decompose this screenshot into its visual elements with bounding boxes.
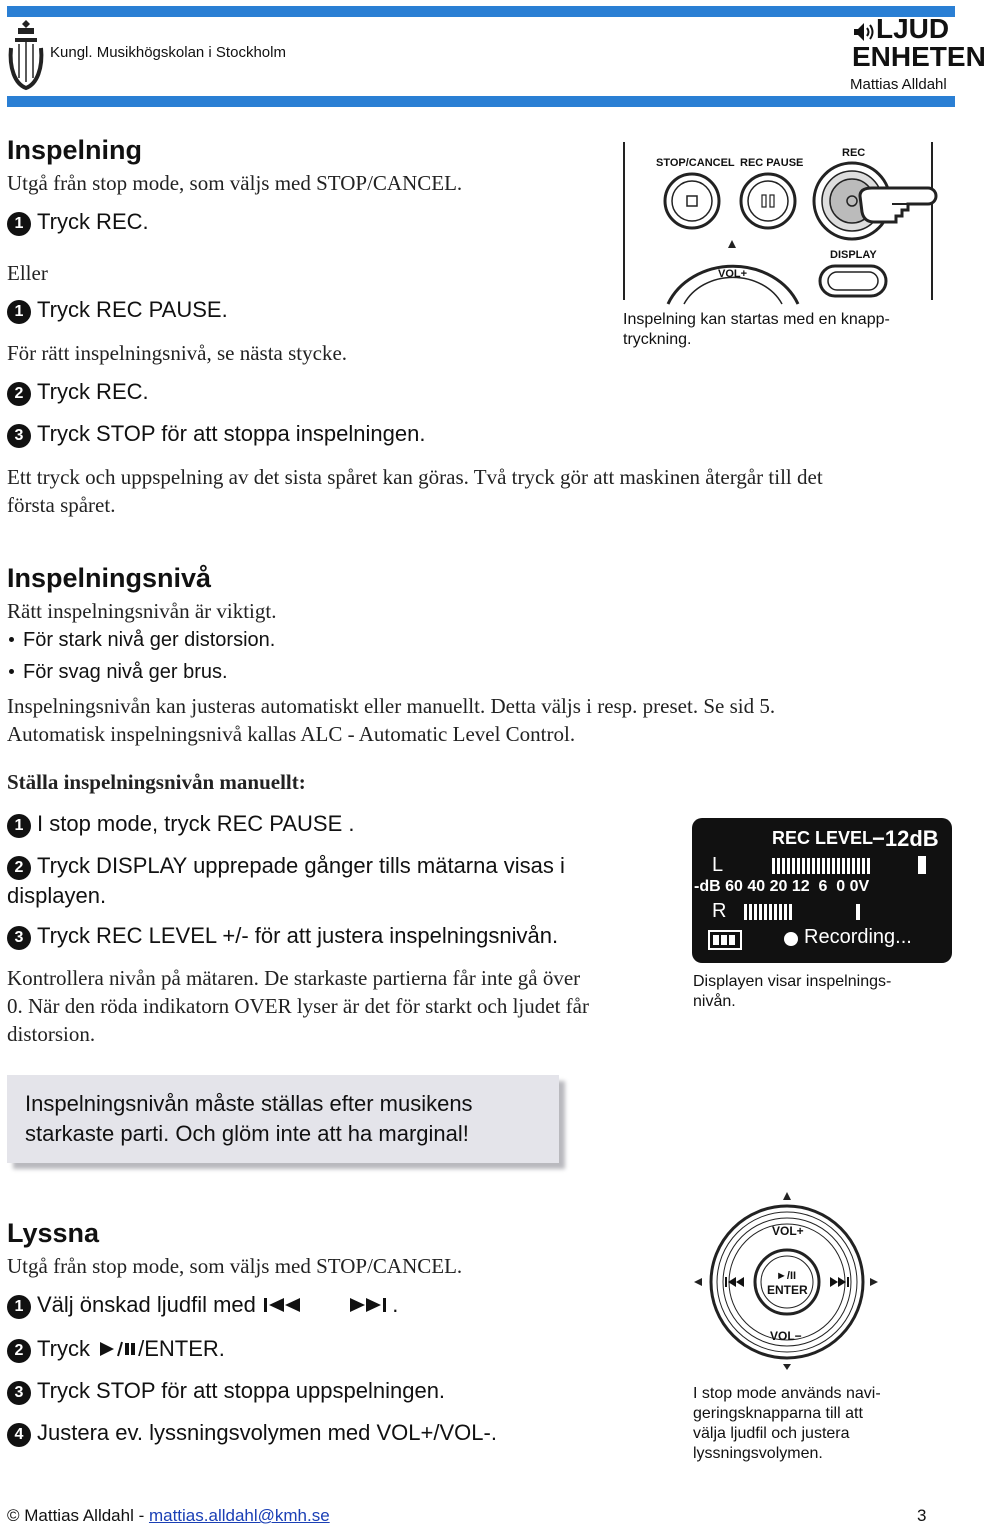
up-arrow-icon bbox=[728, 240, 736, 248]
rec-pause-label: REC PAUSE bbox=[740, 157, 804, 169]
level-step-2-cont: displayen. bbox=[7, 883, 107, 908]
battery-icon bbox=[708, 930, 742, 950]
page-number: 3 bbox=[917, 1506, 927, 1525]
listen-step-2 bbox=[7, 1334, 225, 1364]
step-text: Tryck STOP för att stoppa inspelningen. bbox=[37, 421, 426, 446]
level-intro: Rätt inspelningsnivån är viktigt. bbox=[7, 599, 277, 623]
step-text: I stop mode, tryck REC PAUSE . bbox=[37, 811, 355, 836]
step-number: 3 bbox=[7, 1381, 31, 1405]
recording-step-b3 bbox=[7, 419, 425, 449]
recording-or: Eller bbox=[7, 261, 48, 285]
step-text: Tryck REC LEVEL +/- för att justera inspelningsnivån. bbox=[37, 923, 559, 948]
step-number: 3 bbox=[7, 926, 31, 950]
level-step-3 bbox=[7, 921, 558, 951]
lyre-logo-icon bbox=[5, 18, 47, 94]
section-title-recording: Inspelning bbox=[7, 135, 142, 165]
step-text: Tryck REC. bbox=[37, 379, 149, 404]
footer-email-link[interactable]: mattias.alldahl@kmh.se bbox=[148, 1506, 330, 1525]
step-text-end: . bbox=[392, 1292, 399, 1317]
level-step-1 bbox=[7, 809, 354, 839]
rec-label: REC bbox=[842, 147, 866, 159]
recording-step-b2 bbox=[7, 377, 149, 407]
stop-cancel-label: STOP/CANCEL bbox=[656, 157, 735, 169]
author-name: Mattias Alldahl bbox=[850, 76, 947, 93]
level-step-2 bbox=[7, 851, 565, 881]
vol-plus-label: VOL+ bbox=[718, 268, 748, 280]
listen-caption-line2: geringsknapparna till att bbox=[693, 1405, 863, 1422]
wheel-enter-label: ENTER bbox=[767, 1283, 808, 1297]
rec-level-text: REC LEVEL bbox=[772, 828, 874, 848]
wheel-vol-minus: VOL− bbox=[770, 1329, 802, 1343]
left-arrow-icon bbox=[694, 1278, 702, 1286]
tip-callout-box bbox=[7, 1075, 559, 1163]
play-pause-icon bbox=[96, 1340, 138, 1358]
step-number: 4 bbox=[7, 1423, 31, 1447]
stop-button-drawing bbox=[665, 174, 719, 228]
recording-caption-line1: Inspelning kan startas med en knapp- bbox=[623, 311, 890, 328]
step-text: Välj önskad ljudfil med bbox=[37, 1292, 256, 1317]
step-text: Tryck REC. bbox=[37, 209, 149, 234]
bullet-text: För stark nivå ger distorsion. bbox=[23, 629, 276, 651]
meter-scale: -dB 60 40 20 12 6 0 0V bbox=[694, 878, 870, 895]
rec-pause-button-drawing bbox=[741, 174, 795, 228]
manual-level-title: Ställa inspelningsnivån manuellt: bbox=[7, 770, 306, 794]
level-meter-display bbox=[692, 818, 952, 963]
logo-line2: ENHETEN bbox=[852, 41, 986, 72]
recorder-panel-illustration bbox=[622, 140, 936, 304]
logo-line1: LJUD bbox=[876, 13, 950, 44]
recording-status: Recording... bbox=[804, 926, 912, 948]
step-text: Tryck REC PAUSE. bbox=[37, 297, 228, 322]
listen-caption-line4: lyssningsvolymen. bbox=[693, 1445, 823, 1462]
level-check-line2: 0. När den röda indikatorn OVER lyser är det för starkt och ljudet får bbox=[7, 994, 589, 1018]
wheel-vol-plus: VOL+ bbox=[772, 1224, 804, 1238]
right-meter-bar bbox=[744, 904, 794, 920]
listen-step-3 bbox=[7, 1376, 445, 1406]
recording-step-b1 bbox=[7, 295, 228, 325]
skip-forward-icon bbox=[348, 1296, 392, 1314]
level-check-line3: distorsion. bbox=[7, 1022, 96, 1046]
left-peak-marker bbox=[918, 856, 926, 874]
school-name: Kungl. Musikhögskolan i Stockholm bbox=[50, 44, 286, 61]
recording-para-line1: Ett tryck och uppspelning av det sista spåret kan göras. Två tryck gör att maskinen återgår till det bbox=[7, 465, 823, 489]
right-arrow-icon bbox=[870, 1278, 878, 1286]
bullet-text: För svag nivå ger brus. bbox=[23, 661, 228, 683]
display-label: DISPLAY bbox=[830, 249, 877, 261]
level-para-line2: Automatisk inspelningsnivå kallas ALC - Automatic Level Control. bbox=[7, 722, 576, 746]
right-peak-marker bbox=[856, 904, 860, 920]
recording-para-line2: första spåret. bbox=[7, 493, 116, 517]
step-text-end: /ENTER. bbox=[138, 1336, 225, 1361]
display-button-drawing bbox=[820, 266, 886, 296]
recording-dot-icon bbox=[784, 932, 798, 946]
step-number: 1 bbox=[7, 814, 31, 838]
header-bottom-bar bbox=[7, 96, 955, 107]
up-arrow-icon bbox=[783, 1192, 791, 1200]
listen-step-1 bbox=[7, 1290, 398, 1320]
left-meter-bar bbox=[772, 858, 872, 874]
listen-caption-line1: I stop mode används navi- bbox=[693, 1385, 881, 1402]
step-number: 2 bbox=[7, 856, 31, 880]
listen-step-4 bbox=[7, 1418, 497, 1448]
step-number: 1 bbox=[7, 212, 31, 236]
step-number: 3 bbox=[7, 424, 31, 448]
callout-line2: starkaste parti. Och glöm inte att ha marginal! bbox=[25, 1121, 469, 1146]
skip-back-icon bbox=[262, 1296, 306, 1314]
listen-caption-line3: välja ljudfil och justera bbox=[693, 1425, 850, 1442]
header-top-bar bbox=[7, 6, 955, 17]
step-number: 1 bbox=[7, 300, 31, 324]
copyright-text: © Mattias Alldahl - bbox=[7, 1506, 149, 1525]
step-number: 2 bbox=[7, 1339, 31, 1363]
callout-line1: Inspelningsnivån måste ställas efter musikens bbox=[25, 1091, 473, 1116]
step-text: Tryck bbox=[37, 1336, 90, 1361]
section-title-listen: Lyssna bbox=[7, 1218, 100, 1248]
nav-wheel-inner-arc bbox=[684, 277, 782, 304]
recording-intro: Utgå från stop mode, som väljs med STOP/CANCEL. bbox=[7, 171, 463, 195]
level-check-line1: Kontrollera nivån på mätaren. De starkaste partierna får inte gå över bbox=[7, 966, 581, 990]
step-number: 2 bbox=[7, 382, 31, 406]
level-bullet-1 bbox=[7, 629, 275, 652]
listen-intro: Utgå från stop mode, som väljs med STOP/CANCEL. bbox=[7, 1254, 463, 1278]
recording-step-a1 bbox=[7, 207, 149, 237]
level-para-line1: Inspelningsnivån kan justeras automatiskt eller manuellt. Detta väljs i resp. preset. Se sid 5. bbox=[7, 694, 776, 718]
step-text: Tryck DISPLAY upprepade gånger tills mätarna visas i bbox=[37, 853, 565, 878]
step-text: Justera ev. lyssningsvolymen med VOL+/VOL-. bbox=[37, 1420, 497, 1445]
channel-left-label: L bbox=[712, 854, 724, 876]
footer-copyright bbox=[7, 1506, 330, 1526]
channel-right-label: R bbox=[712, 900, 727, 922]
step-text: Tryck STOP för att stoppa uppspelningen. bbox=[37, 1378, 446, 1403]
section-title-level: Inspelningsnivå bbox=[7, 563, 212, 593]
pointing-hand-icon bbox=[860, 188, 936, 222]
recording-caption-line2: tryckning. bbox=[623, 331, 692, 348]
wheel-play-label: ►/II bbox=[776, 1270, 797, 1282]
rec-level-value: −12dB bbox=[872, 826, 939, 851]
navigation-wheel-illustration bbox=[692, 1190, 882, 1370]
level-caption-line2: nivån. bbox=[693, 993, 736, 1010]
level-caption-line1: Displayen visar inspelnings- bbox=[693, 973, 892, 990]
level-bullet-2 bbox=[7, 661, 228, 684]
recording-level-note: För rätt inspelningsnivå, se nästa stycke. bbox=[7, 341, 348, 365]
step-number: 1 bbox=[7, 1295, 31, 1319]
down-arrow-icon bbox=[783, 1364, 791, 1370]
